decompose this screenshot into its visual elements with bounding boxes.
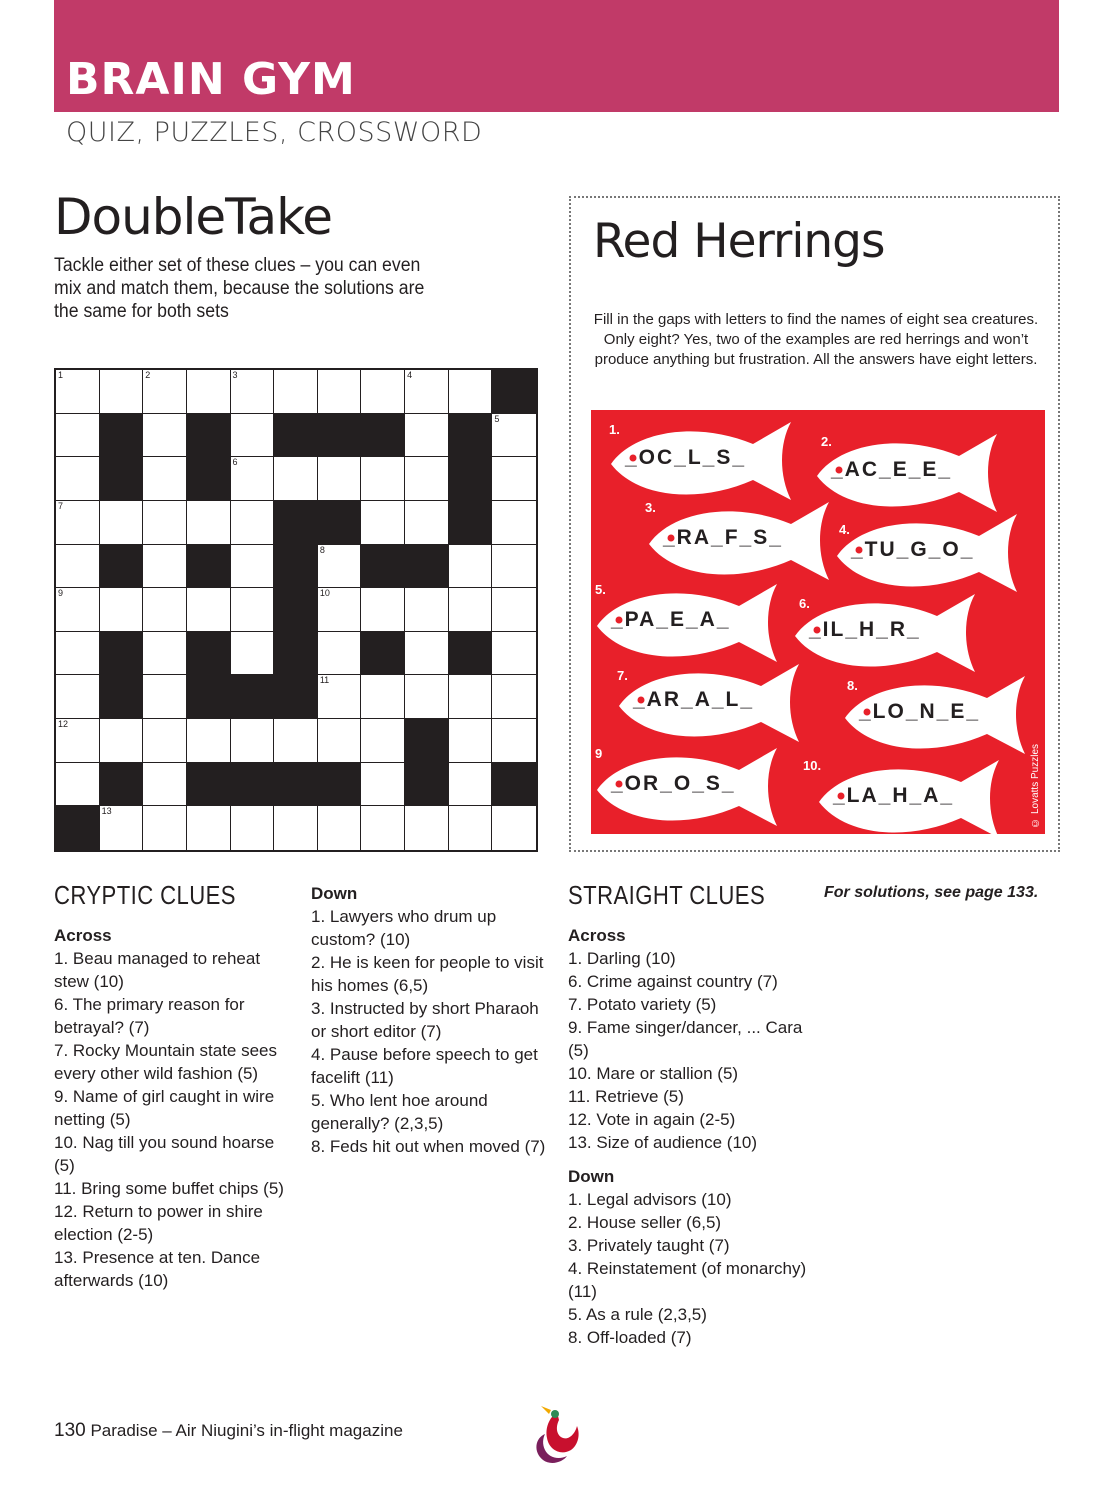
grid-cell[interactable] (361, 806, 405, 850)
clue-item: 8. Feds hit out when moved (7) (311, 1137, 546, 1156)
grid-cell[interactable] (187, 370, 231, 414)
grid-cell[interactable] (361, 370, 405, 414)
grid-cell[interactable] (492, 457, 536, 501)
black-square (274, 763, 318, 807)
grid-cell[interactable] (405, 501, 449, 545)
grid-cell[interactable] (143, 632, 187, 676)
fish-number: 3. (645, 500, 656, 515)
black-square (100, 632, 144, 676)
cryptic-down-label: Down (311, 884, 358, 903)
grid-cell[interactable] (56, 457, 100, 501)
black-square (492, 763, 536, 807)
fish-word: _LO_N_E_ (859, 700, 981, 723)
fish-number: 10. (803, 758, 822, 773)
clue-item: 12. Return to power in shire election (2-5) (54, 1202, 263, 1244)
clue-number: 11 (319, 675, 330, 686)
grid-cell[interactable] (187, 588, 231, 632)
grid-cell[interactable] (361, 588, 405, 632)
black-square (449, 457, 493, 501)
clue-item: 5. Who lent hoe around generally? (2,3,5) (311, 1091, 488, 1133)
section-title: BRAIN GYM (66, 54, 356, 105)
fish-item (641, 498, 837, 584)
clue-item: 8. Off-loaded (7) (568, 1328, 692, 1347)
black-square (361, 632, 405, 676)
fish-number: 1. (609, 422, 620, 437)
red-herrings-intro: Fill in the gaps with letters to find the names of eight sea creatures. Only eight? Yes, two of the examples are red herrings and won’t produce anything but frustration. All the answers have eight letters. (593, 311, 1039, 368)
grid-cell[interactable] (449, 675, 493, 719)
clue-number: 10 (319, 588, 330, 599)
black-square (361, 414, 405, 458)
grid-cell[interactable] (187, 719, 231, 763)
fish-word: _AC_E_E_ (831, 458, 953, 481)
puzzle-credit: © Lovatts Puzzles (1030, 744, 1041, 828)
grid-cell[interactable] (143, 719, 187, 763)
grid-cell[interactable] (318, 370, 362, 414)
clue-item: 1. Legal advisors (10) (568, 1190, 732, 1209)
black-square (231, 763, 275, 807)
cryptic-down-list (311, 882, 551, 1158)
clue-item: 3. Instructed by short Pharaoh or short editor (7) (311, 999, 539, 1041)
grid-cell[interactable] (231, 588, 275, 632)
black-square (274, 632, 318, 676)
grid-cell[interactable] (56, 763, 100, 807)
clue-number: 6 (232, 457, 238, 468)
clue-item: 13. Presence at ten. Dance afterwards (10) (54, 1248, 261, 1290)
grid-cell[interactable] (231, 806, 275, 850)
black-square (187, 414, 231, 458)
grid-cell[interactable] (361, 675, 405, 719)
grid-cell[interactable] (492, 414, 536, 458)
clue-item: 11. Retrieve (5) (568, 1087, 684, 1106)
clue-item: 1. Beau managed to reheat stew (10) (54, 949, 261, 991)
fish-item (603, 418, 799, 504)
grid-cell[interactable] (405, 414, 449, 458)
black-square (187, 457, 231, 501)
fish-item (589, 744, 785, 830)
clue-item: 12. Vote in again (2-5) (568, 1110, 736, 1129)
black-square (100, 414, 144, 458)
clue-item: 11. Bring some buffet chips (5) (54, 1179, 284, 1198)
clue-item: 10. Mare or stallion (5) (568, 1064, 739, 1083)
grid-cell[interactable] (449, 719, 493, 763)
grid-cell[interactable] (405, 370, 449, 414)
bird-of-paradise-logo-icon (527, 1404, 585, 1466)
grid-cell[interactable] (361, 719, 405, 763)
grid-cell[interactable] (318, 632, 362, 676)
grid-cell[interactable] (143, 588, 187, 632)
page-footer (54, 1420, 403, 1442)
grid-cell[interactable] (492, 675, 536, 719)
grid-cell[interactable] (318, 457, 362, 501)
page-number: 130 (54, 1420, 86, 1441)
grid-cell[interactable] (56, 675, 100, 719)
grid-cell[interactable] (231, 414, 275, 458)
grid-cell[interactable] (231, 632, 275, 676)
grid-cell[interactable] (318, 806, 362, 850)
grid-cell[interactable] (492, 632, 536, 676)
fish-word: _IL_H_R_ (809, 618, 921, 641)
clue-item: 4. Pause before speech to get facelift (11) (311, 1045, 538, 1087)
black-square (100, 763, 144, 807)
clue-number: 5 (494, 413, 500, 424)
clue-item: 2. House seller (6,5) (568, 1213, 722, 1232)
grid-cell[interactable] (143, 763, 187, 807)
black-square (231, 675, 275, 719)
black-square (318, 414, 362, 458)
clue-number: 1 (58, 370, 64, 380)
fish-word: _LA_H_A_ (833, 784, 955, 807)
grid-cell[interactable] (56, 588, 100, 632)
crossword-grid[interactable] (54, 368, 538, 852)
grid-cell[interactable] (56, 719, 100, 763)
grid-cell[interactable] (187, 806, 231, 850)
straight-down-label: Down (568, 1167, 615, 1186)
cryptic-clues-heading: CRYPTIC CLUES (54, 880, 236, 910)
grid-cell[interactable] (449, 588, 493, 632)
fish-item (589, 580, 785, 666)
grid-cell[interactable] (231, 545, 275, 589)
fish-word: _TU_G_O_ (851, 538, 975, 561)
black-square (100, 457, 144, 501)
cryptic-across-list (54, 924, 292, 1292)
grid-cell[interactable] (492, 806, 536, 850)
fish-number: 2. (821, 434, 832, 449)
fish-number: 5. (595, 582, 606, 597)
clue-item: 9. Fame singer/dancer, ... Cara (5) (568, 1018, 803, 1060)
grid-cell[interactable] (405, 457, 449, 501)
grid-cell[interactable] (143, 370, 187, 414)
black-square (361, 545, 405, 589)
fish-number: 6. (799, 596, 810, 611)
grid-cell[interactable] (231, 370, 275, 414)
grid-cell[interactable] (100, 588, 144, 632)
clue-item: 2. He is keen for people to visit his homes (6,5) (311, 953, 544, 995)
clue-item: 9. Name of girl caught in wire netting (5) (54, 1087, 275, 1129)
fish-item (611, 660, 807, 746)
fish-number: 4. (839, 522, 850, 537)
grid-cell[interactable] (492, 545, 536, 589)
black-square (449, 501, 493, 545)
grid-cell[interactable] (231, 501, 275, 545)
grid-cell[interactable] (143, 806, 187, 850)
fish-word: _PA_E_A_ (611, 608, 731, 631)
grid-cell[interactable] (318, 588, 362, 632)
grid-cell[interactable] (492, 719, 536, 763)
black-square (492, 370, 536, 414)
clue-item: 5. As a rule (2,3,5) (568, 1305, 707, 1324)
doubletake-intro: Tackle either set of these clues – you can even mix and match them, because the solutions are the same for both sets (54, 255, 425, 322)
grid-cell[interactable] (492, 588, 536, 632)
fish-word: _OR_O_S_ (611, 772, 736, 795)
grid-cell[interactable] (405, 806, 449, 850)
fish-number: 8. (847, 678, 858, 693)
clue-number: 8 (319, 544, 325, 555)
black-square (405, 545, 449, 589)
grid-cell[interactable] (405, 675, 449, 719)
black-square (274, 588, 318, 632)
black-square (274, 675, 318, 719)
black-square (449, 632, 493, 676)
clue-item: 6. The primary reason for betrayal? (7) (54, 995, 245, 1037)
straight-down-list (568, 1165, 818, 1349)
section-subtitle: QUIZ, PUZZLES, CROSSWORD (66, 117, 483, 148)
fish-number: 9 (595, 746, 603, 761)
grid-cell[interactable] (56, 501, 100, 545)
grid-cell[interactable] (143, 414, 187, 458)
clue-number: 2 (145, 370, 151, 380)
clue-number: 4 (407, 370, 413, 380)
clue-item: 1. Lawyers who drum up custom? (10) (311, 907, 497, 949)
fish-item (809, 430, 1005, 516)
grid-cell[interactable] (143, 457, 187, 501)
doubletake-title: DoubleTake (54, 188, 333, 246)
black-square (187, 763, 231, 807)
black-square (274, 414, 318, 458)
grid-cell[interactable] (318, 675, 362, 719)
grid-cell[interactable] (361, 457, 405, 501)
cryptic-across-label: Across (54, 926, 112, 945)
straight-across-label: Across (568, 926, 626, 945)
grid-cell[interactable] (100, 501, 144, 545)
black-square (405, 719, 449, 763)
grid-cell[interactable] (274, 370, 318, 414)
black-square (100, 545, 144, 589)
grid-cell[interactable] (100, 719, 144, 763)
fish-number: 7. (617, 668, 628, 683)
black-square (318, 501, 362, 545)
black-square (405, 763, 449, 807)
solutions-note: For solutions, see page 133. (824, 884, 1039, 901)
grid-cell[interactable] (318, 719, 362, 763)
clue-number: 13 (101, 806, 112, 817)
clue-number: 7 (58, 500, 64, 511)
magazine-name: Paradise – Air Niugini’s in-flight magazine (90, 1421, 403, 1440)
grid-cell[interactable] (405, 588, 449, 632)
clue-item: 10. Nag till you sound hoarse (5) (54, 1133, 275, 1175)
black-square (187, 675, 231, 719)
grid-cell[interactable] (100, 370, 144, 414)
grid-cell[interactable] (143, 501, 187, 545)
grid-cell[interactable] (56, 370, 100, 414)
black-square (274, 545, 318, 589)
grid-cell[interactable] (143, 675, 187, 719)
grid-cell[interactable] (274, 719, 318, 763)
clue-item: 3. Privately taught (7) (568, 1236, 730, 1255)
black-square (449, 414, 493, 458)
grid-cell[interactable] (274, 457, 318, 501)
fish-word: _AR_A_L_ (633, 688, 755, 711)
grid-cell[interactable] (449, 763, 493, 807)
clue-item: 6. Crime against country (7) (568, 972, 778, 991)
black-square (274, 501, 318, 545)
grid-cell[interactable] (361, 501, 405, 545)
grid-cell[interactable] (449, 370, 493, 414)
grid-cell[interactable] (231, 719, 275, 763)
fish-item (837, 672, 1033, 758)
clue-item: 7. Potato variety (5) (568, 995, 717, 1014)
red-herrings-title: Red Herrings (593, 214, 885, 269)
red-herrings-box (569, 196, 1060, 852)
header-banner (54, 0, 1059, 112)
straight-clues-heading: STRAIGHT CLUES (568, 880, 766, 910)
grid-cell[interactable] (405, 632, 449, 676)
grid-cell[interactable] (187, 501, 231, 545)
straight-across-list (568, 924, 818, 1154)
grid-cell[interactable] (449, 545, 493, 589)
grid-cell[interactable] (143, 545, 187, 589)
grid-cell[interactable] (56, 414, 100, 458)
black-square (187, 632, 231, 676)
black-square (318, 763, 362, 807)
grid-cell[interactable] (56, 545, 100, 589)
fish-item (811, 756, 1007, 842)
clue-item: 4. Reinstatement (of monarchy) (11) (568, 1259, 807, 1301)
black-square (100, 675, 144, 719)
grid-cell[interactable] (318, 545, 362, 589)
fish-item (787, 590, 983, 676)
grid-cell[interactable] (274, 806, 318, 850)
grid-cell[interactable] (231, 457, 275, 501)
black-square (56, 806, 100, 850)
grid-cell[interactable] (449, 806, 493, 850)
red-herrings-panel (591, 410, 1045, 834)
clue-number: 12 (58, 719, 69, 730)
fish-item (829, 510, 1025, 596)
grid-cell[interactable] (56, 632, 100, 676)
clue-item: 1. Darling (10) (568, 949, 676, 968)
clue-number: 9 (58, 588, 64, 599)
grid-cell[interactable] (361, 763, 405, 807)
fish-word: _OC_L_S_ (625, 446, 747, 469)
clue-number: 3 (232, 370, 238, 380)
black-square (187, 545, 231, 589)
grid-cell[interactable] (492, 501, 536, 545)
clue-item: 7. Rocky Mountain state sees every other wild fashion (5) (54, 1041, 278, 1083)
grid-cell[interactable] (100, 806, 144, 850)
clue-item: 13. Size of audience (10) (568, 1133, 758, 1152)
fish-word: _RA_F_S_ (663, 526, 783, 549)
